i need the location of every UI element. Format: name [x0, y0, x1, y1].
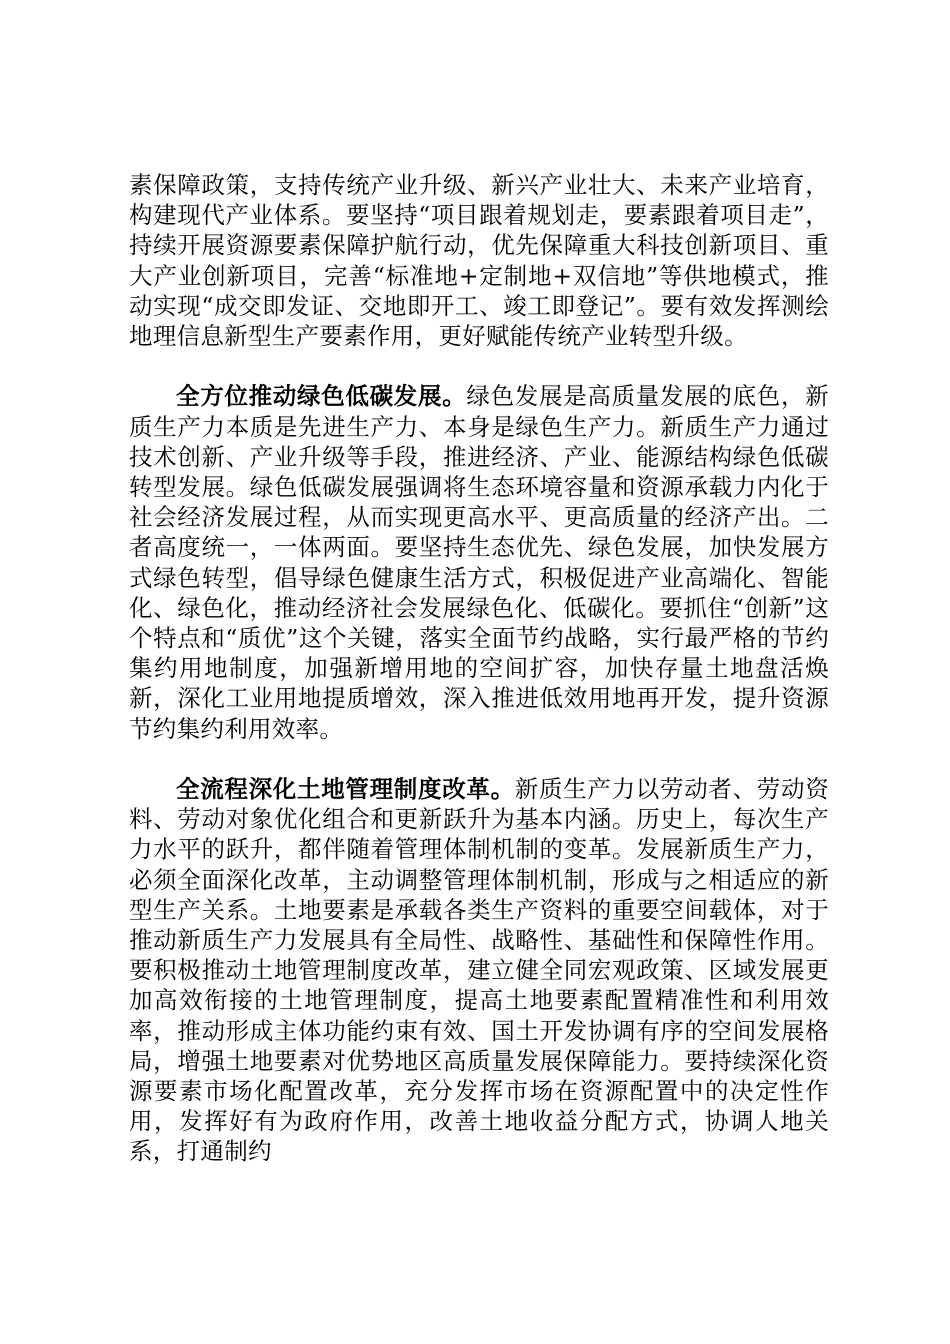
paragraph-green-development: [129, 381, 829, 743]
paragraph-body: 素保障政策，支持传统产业升级、新兴产业壮大、未来产业培育，构建现代产业体系。要坚持“项目跟着规划走，要素跟着项目走”，持续开展资源要素保障护航行动，优先保障重大科技创新项目、重大产业创新项目，完善“标准地+定制地+双信地”等供地模式，推动实现“成交即发证、交地即开工、竣工即登记”。要有效发挥测绘地理信息新型生产要素作用，更好赋能传统产业转型升级。: [129, 171, 829, 351]
paragraph-continuation: [129, 170, 829, 351]
paragraph-land-reform: [129, 774, 829, 1167]
paragraph-body: 绿色发展是高质量发展的底色，新质生产力本质是先进生产力、本身是绿色生产力。新质生产力通过技术创新、产业升级等手段，推进经济、产业、能源结构绿色低碳转型发展。绿色低碳发展强调将生态环境容量和资源承载力内化于社会经济发展过程，从而实现更高水平、更高质量的经济产出。二者高度统一，一体两面。要坚持生态优先、绿色发展，加快发展方式绿色转型，倡导绿色健康生活方式，积极促进产业高端化、智能化、绿色化，推动经济社会发展绿色化、低碳化。要抓住“创新”这个特点和“质优”这个关键，落实全面节约战略，实行最严格的节约集约用地制度，加强新增用地的空间扩容，加快存量土地盘活焕新，深化工业用地提质增效，深入推进低效用地再开发，提升资源节约集约利用效率。: [129, 382, 830, 743]
paragraph-heading: 全方位推动绿色低碳发展。: [176, 382, 467, 411]
paragraph-spacer: [129, 744, 829, 774]
paragraph-body: 新质生产力以劳动者、劳动资料、劳动对象优化组合和更新跃升为基本内涵。历史上，每次生产力水平的跃升，都伴随着管理体制机制的变革。发展新质生产力，必须全面深化改革，主动调整管理体制机制，形成与之相适应的新型生产关系。土地要素是承载各类生产资料的重要空间载体，对于推动新质生产力发展具有全局性、战略性、基础性和保障性作用。要积极推动土地管理制度改革，建立健全同宏观政策、区域发展更加高效衔接的土地管理制度，提高土地要素配置精准性和利用效率，推动形成主体功能约束有效、国土开发协调有序的空间发展格局，增强土地要素对优势地区高质量发展保障能力。要持续深化资源要素市场化配置改革，充分发挥市场在资源配置中的决定性作用，发挥好有为政府作用，改善土地收益分配方式，协调人地关系，打通制约: [129, 775, 829, 1166]
document-page: [129, 170, 829, 1167]
paragraph-heading: 全流程深化土地管理制度改革。: [176, 775, 515, 804]
paragraph-spacer: [129, 351, 829, 381]
